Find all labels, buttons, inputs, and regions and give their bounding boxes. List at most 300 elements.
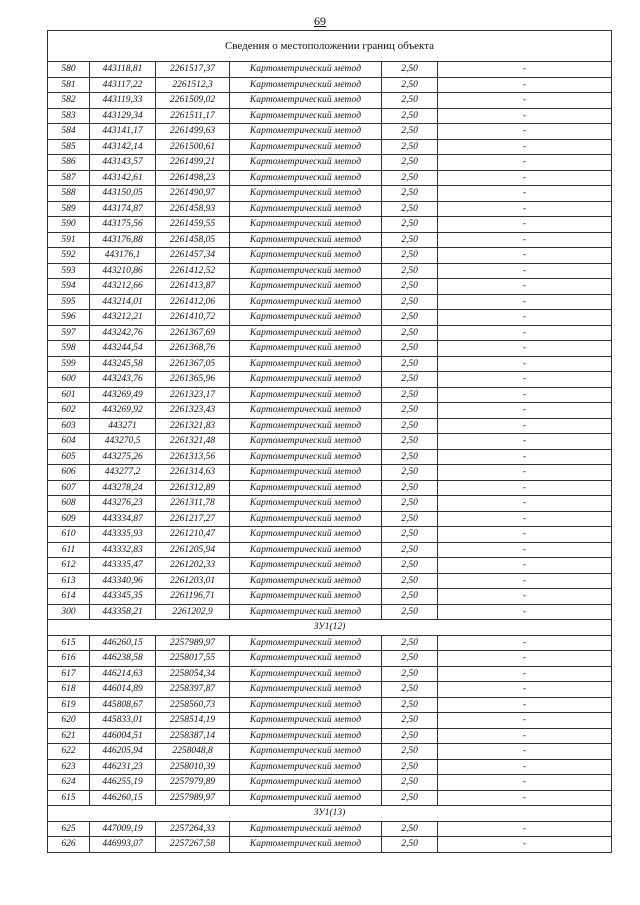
point-number-cell: 620 [48, 713, 90, 729]
table-row [48, 713, 612, 729]
accuracy-cell: 2,50 [382, 480, 438, 496]
x-coordinate-cell: 443117,22 [90, 77, 156, 93]
x-coordinate-cell: 443142,14 [90, 139, 156, 155]
accuracy-cell: 2,50 [382, 155, 438, 171]
y-coordinate-cell: 2258054,34 [156, 666, 230, 682]
x-coordinate-cell: 443174,87 [90, 201, 156, 217]
table-row [48, 589, 612, 605]
x-coordinate-cell: 446205,94 [90, 744, 156, 760]
accuracy-cell: 2,50 [382, 248, 438, 264]
method-cell: Картометрический метод [230, 434, 382, 450]
x-coordinate-cell: 443119,33 [90, 93, 156, 109]
table-row [48, 573, 612, 589]
x-coordinate-cell: 443212,21 [90, 310, 156, 326]
x-coordinate-cell: 443335,47 [90, 558, 156, 574]
table-row [48, 403, 612, 419]
table-body [48, 31, 612, 853]
method-cell: Картометрический метод [230, 604, 382, 620]
accuracy-cell: 2,50 [382, 356, 438, 372]
accuracy-cell: 2,50 [382, 418, 438, 434]
point-number-cell: 591 [48, 232, 90, 248]
table-row [48, 558, 612, 574]
method-cell: Картометрический метод [230, 790, 382, 806]
y-coordinate-cell: 2261321,83 [156, 418, 230, 434]
point-number-cell: 614 [48, 589, 90, 605]
y-coordinate-cell: 2261323,43 [156, 403, 230, 419]
method-cell: Картометрический метод [230, 217, 382, 233]
point-number-cell: 624 [48, 775, 90, 791]
y-coordinate-cell: 2261499,63 [156, 124, 230, 140]
table-row [48, 124, 612, 140]
table-row [48, 651, 612, 667]
description-cell: - [438, 403, 612, 419]
description-cell: - [438, 93, 612, 109]
x-coordinate-cell: 445833,01 [90, 713, 156, 729]
x-coordinate-cell: 443141,17 [90, 124, 156, 140]
y-coordinate-cell: 2261457,34 [156, 248, 230, 264]
description-cell: - [438, 325, 612, 341]
table-row [48, 263, 612, 279]
method-cell: Картометрический метод [230, 341, 382, 357]
y-coordinate-cell: 2258514,19 [156, 713, 230, 729]
y-coordinate-cell: 2261509,02 [156, 93, 230, 109]
method-cell: Картометрический метод [230, 155, 382, 171]
x-coordinate-cell: 446260,15 [90, 790, 156, 806]
x-coordinate-cell: 446238,58 [90, 651, 156, 667]
description-cell: - [438, 790, 612, 806]
table-row [48, 527, 612, 543]
x-coordinate-cell: 443269,92 [90, 403, 156, 419]
table-row [48, 465, 612, 481]
point-number-cell: 625 [48, 821, 90, 837]
accuracy-cell: 2,50 [382, 558, 438, 574]
y-coordinate-cell: 2261311,78 [156, 496, 230, 512]
method-cell: Картометрический метод [230, 387, 382, 403]
y-coordinate-cell: 2261367,69 [156, 325, 230, 341]
x-coordinate-cell: 443334,87 [90, 511, 156, 527]
description-cell: - [438, 418, 612, 434]
description-cell: - [438, 604, 612, 620]
x-coordinate-cell: 446260,15 [90, 635, 156, 651]
y-coordinate-cell: 2261498,23 [156, 170, 230, 186]
method-cell: Картометрический метод [230, 465, 382, 481]
accuracy-cell: 2,50 [382, 139, 438, 155]
x-coordinate-cell: 443242,76 [90, 325, 156, 341]
table-row [48, 449, 612, 465]
section-heading: ЗУ1(13) [48, 806, 612, 822]
page-number: 69 [314, 14, 326, 28]
y-coordinate-cell: 2261314,63 [156, 465, 230, 481]
description-cell: - [438, 263, 612, 279]
accuracy-cell: 2,50 [382, 682, 438, 698]
accuracy-cell: 2,50 [382, 697, 438, 713]
section-heading-row [48, 806, 612, 822]
y-coordinate-cell: 2257989,97 [156, 790, 230, 806]
method-cell: Картометрический метод [230, 589, 382, 605]
description-cell: - [438, 155, 612, 171]
description-cell: - [438, 666, 612, 682]
y-coordinate-cell: 2261459,55 [156, 217, 230, 233]
description-cell: - [438, 744, 612, 760]
description-cell: - [438, 573, 612, 589]
description-cell: - [438, 511, 612, 527]
point-number-cell: 587 [48, 170, 90, 186]
description-cell: - [438, 496, 612, 512]
accuracy-cell: 2,50 [382, 93, 438, 109]
method-cell: Картометрический метод [230, 201, 382, 217]
accuracy-cell: 2,50 [382, 449, 438, 465]
x-coordinate-cell: 447009,19 [90, 821, 156, 837]
accuracy-cell: 2,50 [382, 403, 438, 419]
table-row [48, 170, 612, 186]
description-cell: - [438, 434, 612, 450]
y-coordinate-cell: 2261205,94 [156, 542, 230, 558]
method-cell: Картометрический метод [230, 635, 382, 651]
accuracy-cell: 2,50 [382, 186, 438, 202]
accuracy-cell: 2,50 [382, 744, 438, 760]
point-number-cell: 589 [48, 201, 90, 217]
point-number-cell: 581 [48, 77, 90, 93]
description-cell: - [438, 558, 612, 574]
method-cell: Картометрический метод [230, 744, 382, 760]
table-row [48, 418, 612, 434]
method-cell: Картометрический метод [230, 682, 382, 698]
table-row [48, 93, 612, 109]
accuracy-cell: 2,50 [382, 201, 438, 217]
method-cell: Картометрический метод [230, 837, 382, 853]
y-coordinate-cell: 2258560,73 [156, 697, 230, 713]
table-row [48, 294, 612, 310]
accuracy-cell: 2,50 [382, 821, 438, 837]
table-row [48, 775, 612, 791]
y-coordinate-cell: 2261367,05 [156, 356, 230, 372]
description-cell: - [438, 372, 612, 388]
table-row [48, 728, 612, 744]
accuracy-cell: 2,50 [382, 573, 438, 589]
accuracy-cell: 2,50 [382, 837, 438, 853]
description-cell: - [438, 682, 612, 698]
x-coordinate-cell: 443143,57 [90, 155, 156, 171]
table-title: Сведения о местоположении границ объекта [48, 31, 612, 62]
method-cell: Картометрический метод [230, 294, 382, 310]
y-coordinate-cell: 2261323,17 [156, 387, 230, 403]
method-cell: Картометрический метод [230, 573, 382, 589]
method-cell: Картометрический метод [230, 170, 382, 186]
table-row [48, 697, 612, 713]
table-row [48, 511, 612, 527]
y-coordinate-cell: 2261410,72 [156, 310, 230, 326]
point-number-cell: 621 [48, 728, 90, 744]
point-number-cell: 615 [48, 790, 90, 806]
table-row [48, 635, 612, 651]
point-number-cell: 608 [48, 496, 90, 512]
method-cell: Картометрический метод [230, 697, 382, 713]
x-coordinate-cell: 443276,23 [90, 496, 156, 512]
description-cell: - [438, 217, 612, 233]
accuracy-cell: 2,50 [382, 325, 438, 341]
accuracy-cell: 2,50 [382, 790, 438, 806]
description-cell: - [438, 77, 612, 93]
y-coordinate-cell: 2261512,3 [156, 77, 230, 93]
x-coordinate-cell: 443212,66 [90, 279, 156, 295]
method-cell: Картометрический метод [230, 775, 382, 791]
table-row [48, 744, 612, 760]
point-number-cell: 582 [48, 93, 90, 109]
method-cell: Картометрический метод [230, 403, 382, 419]
method-cell: Картометрический метод [230, 139, 382, 155]
table-row [48, 666, 612, 682]
description-cell: - [438, 139, 612, 155]
method-cell: Картометрический метод [230, 325, 382, 341]
x-coordinate-cell: 443176,1 [90, 248, 156, 264]
point-number-cell: 623 [48, 759, 90, 775]
method-cell: Картометрический метод [230, 418, 382, 434]
table-row [48, 325, 612, 341]
table-row [48, 341, 612, 357]
y-coordinate-cell: 2258048,8 [156, 744, 230, 760]
description-cell: - [438, 713, 612, 729]
y-coordinate-cell: 2261321,48 [156, 434, 230, 450]
accuracy-cell: 2,50 [382, 62, 438, 78]
description-cell: - [438, 387, 612, 403]
description-cell: - [438, 465, 612, 481]
x-coordinate-cell: 446993,07 [90, 837, 156, 853]
point-number-cell: 596 [48, 310, 90, 326]
method-cell: Картометрический метод [230, 542, 382, 558]
x-coordinate-cell: 443129,34 [90, 108, 156, 124]
point-number-cell: 615 [48, 635, 90, 651]
point-number-cell: 580 [48, 62, 90, 78]
table-row [48, 837, 612, 853]
table-row [48, 604, 612, 620]
accuracy-cell: 2,50 [382, 542, 438, 558]
method-cell: Картометрический метод [230, 558, 382, 574]
point-number-cell: 595 [48, 294, 90, 310]
table-row [48, 434, 612, 450]
accuracy-cell: 2,50 [382, 279, 438, 295]
description-cell: - [438, 635, 612, 651]
method-cell: Картометрический метод [230, 821, 382, 837]
y-coordinate-cell: 2261365,96 [156, 372, 230, 388]
method-cell: Картометрический метод [230, 511, 382, 527]
x-coordinate-cell: 443245,58 [90, 356, 156, 372]
point-number-cell: 619 [48, 697, 90, 713]
table-row [48, 496, 612, 512]
table-row [48, 790, 612, 806]
point-number-cell: 586 [48, 155, 90, 171]
accuracy-cell: 2,50 [382, 496, 438, 512]
y-coordinate-cell: 2261312,89 [156, 480, 230, 496]
method-cell: Картометрический метод [230, 666, 382, 682]
point-number-cell: 603 [48, 418, 90, 434]
point-number-cell: 588 [48, 186, 90, 202]
method-cell: Картометрический метод [230, 77, 382, 93]
accuracy-cell: 2,50 [382, 759, 438, 775]
x-coordinate-cell: 446004,51 [90, 728, 156, 744]
table-row [48, 62, 612, 78]
y-coordinate-cell: 2261458,93 [156, 201, 230, 217]
description-cell: - [438, 310, 612, 326]
point-number-cell: 618 [48, 682, 90, 698]
x-coordinate-cell: 445808,67 [90, 697, 156, 713]
method-cell: Картометрический метод [230, 186, 382, 202]
point-number-cell: 590 [48, 217, 90, 233]
point-number-cell: 622 [48, 744, 90, 760]
description-cell: - [438, 294, 612, 310]
accuracy-cell: 2,50 [382, 589, 438, 605]
point-number-cell: 592 [48, 248, 90, 264]
x-coordinate-cell: 443277,2 [90, 465, 156, 481]
x-coordinate-cell: 446255,19 [90, 775, 156, 791]
accuracy-cell: 2,50 [382, 341, 438, 357]
description-cell: - [438, 480, 612, 496]
x-coordinate-cell: 443332,83 [90, 542, 156, 558]
point-number-cell: 609 [48, 511, 90, 527]
description-cell: - [438, 759, 612, 775]
x-coordinate-cell: 443275,26 [90, 449, 156, 465]
x-coordinate-cell: 443175,56 [90, 217, 156, 233]
description-cell: - [438, 186, 612, 202]
point-number-cell: 604 [48, 434, 90, 450]
accuracy-cell: 2,50 [382, 434, 438, 450]
description-cell: - [438, 651, 612, 667]
method-cell: Картометрический метод [230, 449, 382, 465]
point-number-cell: 597 [48, 325, 90, 341]
table-row [48, 682, 612, 698]
table-row [48, 279, 612, 295]
y-coordinate-cell: 2258010,39 [156, 759, 230, 775]
y-coordinate-cell: 2258387,14 [156, 728, 230, 744]
accuracy-cell: 2,50 [382, 713, 438, 729]
method-cell: Картометрический метод [230, 232, 382, 248]
y-coordinate-cell: 2261196,71 [156, 589, 230, 605]
accuracy-cell: 2,50 [382, 728, 438, 744]
table-row [48, 387, 612, 403]
point-number-cell: 593 [48, 263, 90, 279]
description-cell: - [438, 201, 612, 217]
accuracy-cell: 2,50 [382, 232, 438, 248]
method-cell: Картометрический метод [230, 248, 382, 264]
y-coordinate-cell: 2257989,97 [156, 635, 230, 651]
x-coordinate-cell: 443210,86 [90, 263, 156, 279]
method-cell: Картометрический метод [230, 310, 382, 326]
y-coordinate-cell: 2261210,47 [156, 527, 230, 543]
accuracy-cell: 2,50 [382, 108, 438, 124]
point-number-cell: 617 [48, 666, 90, 682]
point-number-cell: 605 [48, 449, 90, 465]
accuracy-cell: 2,50 [382, 465, 438, 481]
accuracy-cell: 2,50 [382, 604, 438, 620]
accuracy-cell: 2,50 [382, 387, 438, 403]
method-cell: Картометрический метод [230, 108, 382, 124]
x-coordinate-cell: 443142,61 [90, 170, 156, 186]
description-cell: - [438, 124, 612, 140]
method-cell: Картометрический метод [230, 93, 382, 109]
table-row [48, 201, 612, 217]
description-cell: - [438, 589, 612, 605]
table-row [48, 139, 612, 155]
description-cell: - [438, 449, 612, 465]
accuracy-cell: 2,50 [382, 310, 438, 326]
table-row [48, 248, 612, 264]
accuracy-cell: 2,50 [382, 294, 438, 310]
point-number-cell: 616 [48, 651, 90, 667]
accuracy-cell: 2,50 [382, 217, 438, 233]
description-cell: - [438, 527, 612, 543]
y-coordinate-cell: 2261368,76 [156, 341, 230, 357]
description-cell: - [438, 108, 612, 124]
method-cell: Картометрический метод [230, 527, 382, 543]
accuracy-cell: 2,50 [382, 124, 438, 140]
x-coordinate-cell: 443118,81 [90, 62, 156, 78]
point-number-cell: 606 [48, 465, 90, 481]
accuracy-cell: 2,50 [382, 527, 438, 543]
accuracy-cell: 2,50 [382, 77, 438, 93]
section-heading: ЗУ1(12) [48, 620, 612, 636]
method-cell: Картометрический метод [230, 496, 382, 512]
description-cell: - [438, 356, 612, 372]
table-row [48, 186, 612, 202]
y-coordinate-cell: 2261412,52 [156, 263, 230, 279]
accuracy-cell: 2,50 [382, 263, 438, 279]
description-cell: - [438, 728, 612, 744]
method-cell: Картометрический метод [230, 480, 382, 496]
method-cell: Картометрический метод [230, 124, 382, 140]
x-coordinate-cell: 443269,49 [90, 387, 156, 403]
table-row [48, 759, 612, 775]
table-row [48, 232, 612, 248]
table-title-row [48, 31, 612, 62]
method-cell: Картометрический метод [230, 759, 382, 775]
table-row [48, 217, 612, 233]
y-coordinate-cell: 2258017,55 [156, 651, 230, 667]
description-cell: - [438, 775, 612, 791]
y-coordinate-cell: 2261511,17 [156, 108, 230, 124]
x-coordinate-cell: 443150,05 [90, 186, 156, 202]
description-cell: - [438, 279, 612, 295]
x-coordinate-cell: 443358,21 [90, 604, 156, 620]
method-cell: Картометрический метод [230, 263, 382, 279]
point-number-cell: 598 [48, 341, 90, 357]
table-row [48, 821, 612, 837]
x-coordinate-cell: 443270,5 [90, 434, 156, 450]
y-coordinate-cell: 2261499,21 [156, 155, 230, 171]
description-cell: - [438, 821, 612, 837]
description-cell: - [438, 62, 612, 78]
table-row [48, 356, 612, 372]
y-coordinate-cell: 2261413,87 [156, 279, 230, 295]
y-coordinate-cell: 2261203,01 [156, 573, 230, 589]
method-cell: Картометрический метод [230, 279, 382, 295]
point-number-cell: 594 [48, 279, 90, 295]
y-coordinate-cell: 2261217,27 [156, 511, 230, 527]
x-coordinate-cell: 446214,63 [90, 666, 156, 682]
y-coordinate-cell: 2257264,33 [156, 821, 230, 837]
table-row [48, 480, 612, 496]
x-coordinate-cell: 443244,54 [90, 341, 156, 357]
point-number-cell: 600 [48, 372, 90, 388]
point-number-cell: 599 [48, 356, 90, 372]
x-coordinate-cell: 443278,24 [90, 480, 156, 496]
accuracy-cell: 2,50 [382, 651, 438, 667]
x-coordinate-cell: 446014,89 [90, 682, 156, 698]
table-row [48, 155, 612, 171]
point-number-cell: 626 [48, 837, 90, 853]
table-row [48, 542, 612, 558]
y-coordinate-cell: 2261202,9 [156, 604, 230, 620]
point-number-cell: 612 [48, 558, 90, 574]
table-row [48, 372, 612, 388]
